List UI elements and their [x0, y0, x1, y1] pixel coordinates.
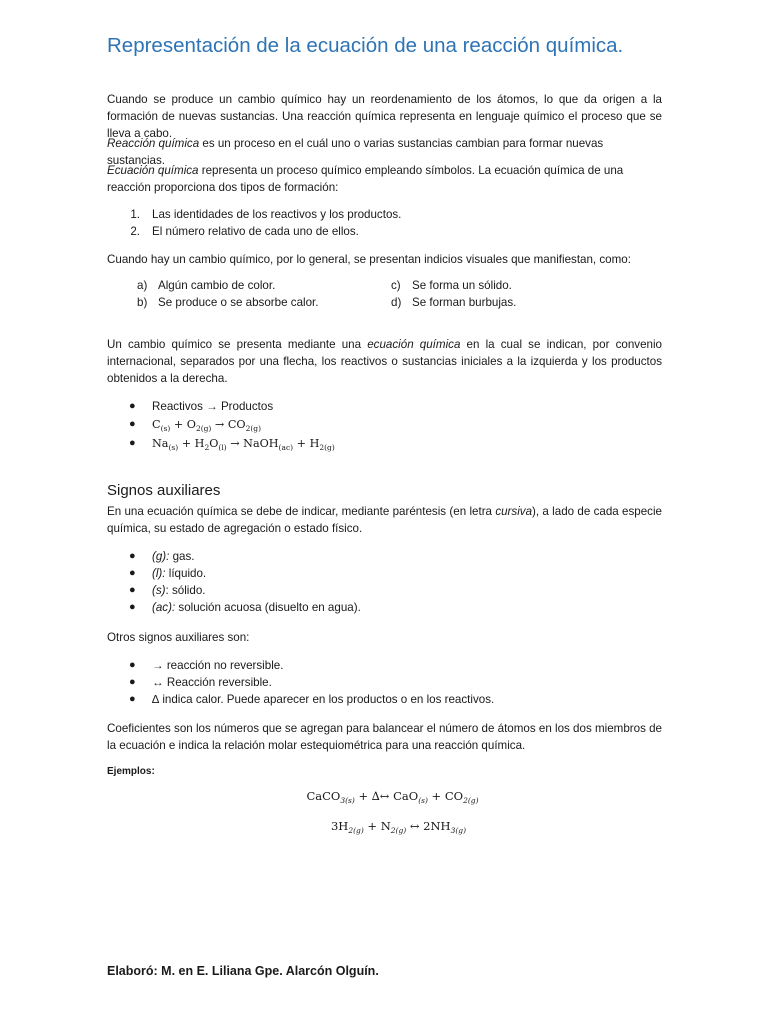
list-item	[107, 223, 662, 240]
definition-ecuacion-term: Ecuación química	[107, 164, 199, 177]
bullet-icon: ●	[129, 400, 136, 412]
list-text: Reactivos → Productos	[152, 400, 274, 413]
state-text: : sólido.	[165, 584, 206, 597]
list-letter: d)	[391, 296, 402, 309]
coeficientes-paragraph: Coeficientes son los números que se agregan para balancear el número de átomos en los dos miembros de la ecuación e indica la relación molar estequiométrica para una reacción química.	[107, 722, 662, 752]
definition-ecuacion-text: representa un proceso químico empleando símbolos. La ecuación química de una reacción proporciona dos tipos de formación:	[107, 164, 624, 194]
list-row	[107, 277, 662, 294]
list-number: 1.	[130, 208, 140, 221]
bullet-icon: ●	[129, 437, 136, 449]
bullet-icon: ●	[129, 693, 136, 705]
state-symbol: (s)	[152, 584, 166, 597]
list-item	[107, 548, 662, 565]
list-text: reacción no reversible.	[163, 659, 284, 672]
list-text: Se produce o se absorbe calor.	[158, 296, 319, 309]
list-text: Las identidades de los reactivos y los productos.	[152, 208, 402, 221]
state-symbol: (ac):	[152, 601, 176, 614]
list-text: Se forma un sólido.	[412, 279, 512, 292]
state-symbol: (g):	[152, 550, 170, 563]
list-item	[107, 398, 662, 415]
delta-icon: ∆	[152, 693, 160, 706]
ejemplos-label: Ejemplos:	[107, 766, 155, 777]
list-letter: a)	[137, 279, 148, 292]
equation-carbon: $C_{(s)} + O_{2(g)} \to CO_{2(g)}$	[152, 418, 262, 433]
convenio-paragraph	[107, 336, 662, 387]
document-title: Representación de la ecuación de una reacción química.	[107, 34, 624, 57]
arrow-both-icon: ↔	[152, 676, 164, 689]
list-item	[107, 415, 662, 434]
author-footer: Elaboró: M. en E. Liliana Gpe. Alarcón Olguín.	[107, 964, 379, 978]
otros-signos-list	[107, 657, 662, 708]
bullet-icon: ●	[129, 676, 136, 688]
convenio-text-before: Un cambio químico se presenta mediante una	[107, 338, 368, 351]
signos-intro	[107, 503, 662, 537]
definition-reaccion-text: es un proceso en el cuál uno o varias sustancias cambian para formar nuevas sustancias.	[107, 137, 604, 167]
list-number: 2.	[130, 225, 140, 238]
list-item	[107, 582, 662, 599]
definition-ecuacion	[107, 162, 662, 196]
signos-text-before: En una ecuación química se debe de indicar, mediante paréntesis (en letra	[107, 505, 496, 518]
list-item	[107, 294, 391, 311]
state-text: líquido.	[165, 567, 207, 580]
indicios-list	[107, 277, 662, 311]
list-text: Se forman burbujas.	[412, 296, 517, 309]
info-list	[107, 206, 662, 240]
list-text: indica calor. Puede aparecer en los productos o en los reactivos.	[159, 693, 495, 706]
bullet-icon: ●	[129, 601, 136, 613]
equation-sodium: $Na_{(s)} + H_2O_{(l)}$ → NaOH$_{(ac)}$ + $H_{2(g)}$	[152, 437, 335, 452]
state-text: gas.	[169, 550, 195, 563]
section-heading-signos: Signos auxiliares	[107, 482, 221, 499]
bullet-icon: ●	[129, 584, 136, 596]
list-letter: c)	[391, 279, 401, 292]
otros-intro: Otros signos auxiliares son:	[107, 631, 250, 644]
bullet-icon: ●	[129, 567, 136, 579]
list-item	[107, 599, 662, 616]
state-text: solución acuosa (disuelto en agua).	[175, 601, 361, 614]
signos-term: cursiva	[495, 505, 533, 518]
list-item	[107, 565, 662, 582]
example-equation-nh3: $3H_{2(g)} + N_{2(g)}$ ↔ $2NH_{3(g)}$	[330, 819, 467, 835]
list-item	[107, 206, 662, 223]
bullet-icon: ●	[129, 550, 136, 562]
list-item	[107, 674, 662, 691]
convenio-text-after: en la cual se indican, por convenio internacional, separados por una flecha, los reactivos o sustancias iniciales a la izquierda y los productos obtenidos a la derecha.	[107, 338, 662, 385]
list-text: El número relativo de cada uno de ellos.	[152, 225, 359, 238]
definition-reaccion-term: Reacción química	[107, 137, 200, 150]
list-item	[391, 277, 512, 294]
list-row	[107, 294, 662, 311]
bullet-icon: ●	[129, 659, 136, 671]
list-text: Algún cambio de color.	[158, 279, 276, 292]
list-item	[107, 657, 662, 674]
list-item	[107, 691, 662, 708]
indicios-intro: Cuando hay un cambio químico, por lo general, se presentan indicios visuales que manifiestan, como:	[107, 253, 631, 266]
convenio-term: ecuación química	[367, 338, 461, 351]
list-text: Reacción reversible.	[163, 676, 272, 689]
list-item	[391, 294, 516, 311]
intro-paragraph: Cuando se produce un cambio químico hay un reordenamiento de los átomos, lo que da origen a la formación de nuevas sustancias. Una reacción química representa en lenguaje químico el proceso que se lleva a cabo.	[107, 93, 662, 140]
list-letter: b)	[137, 296, 148, 309]
arrow-right-icon: →	[152, 659, 164, 672]
estados-list	[107, 548, 662, 616]
list-item	[107, 434, 662, 453]
example-equation-caco3: CaCO$_{3(s)}$ + ∆↔ $CaO_{(s)} + CO_{2(g)}$	[306, 789, 479, 805]
list-item	[107, 277, 391, 294]
signos-text-after: ), a lado de cada especie química, su estado de agregación o estado físico.	[107, 505, 662, 535]
bullet-icon: ●	[129, 418, 136, 430]
state-symbol: (l):	[152, 567, 166, 580]
reaction-examples-list	[107, 398, 662, 453]
